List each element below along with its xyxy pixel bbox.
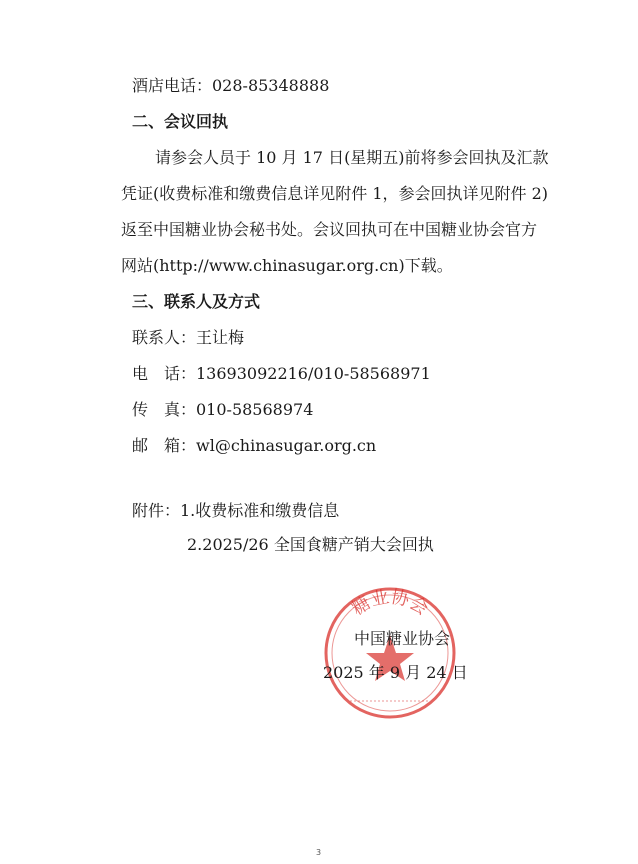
contact-email: 邮 箱：wl@chinasugar.org.cn	[132, 436, 377, 455]
section2-para-line3: 返至中国糖业协会秘书处。会议回执可在中国糖业协会官方	[121, 220, 538, 239]
official-seal-stamp	[320, 583, 460, 723]
contact-fax: 传 真：010-58568974	[132, 400, 314, 419]
section3-heading: 三、联系人及方式	[132, 292, 261, 311]
contact-person: 联系人：王让梅	[132, 328, 245, 347]
svg-text:糖业协会	[348, 587, 431, 620]
signature-org: 中国糖业协会	[354, 629, 451, 648]
section2-heading: 二、会议回执	[132, 112, 229, 131]
contact-phone: 电 话：13693092216/010-58568971	[132, 364, 431, 383]
page-number: 3	[316, 848, 322, 857]
section2-para-line1: 请参会人员于 10 月 17 日(星期五)前将参会回执及汇款	[155, 148, 549, 167]
signature-date: 2025 年 9 月 24 日	[323, 663, 468, 682]
seal-text: 糖业协会	[348, 586, 432, 620]
hotel-phone: 酒店电话：028-85348888	[132, 76, 330, 95]
section2-para-line4: 网站(http://www.chinasugar.org.cn)下载。	[121, 256, 453, 275]
section2-para-line2: 凭证(收费标准和缴费信息详见附件 1，参会回执详见附件 2)	[121, 184, 549, 203]
attachment-item-2: 2.2025/26 全国食糖产销大会回执	[187, 535, 434, 554]
attachment-item-1: 附件：1.收费标准和缴费信息	[132, 501, 340, 520]
